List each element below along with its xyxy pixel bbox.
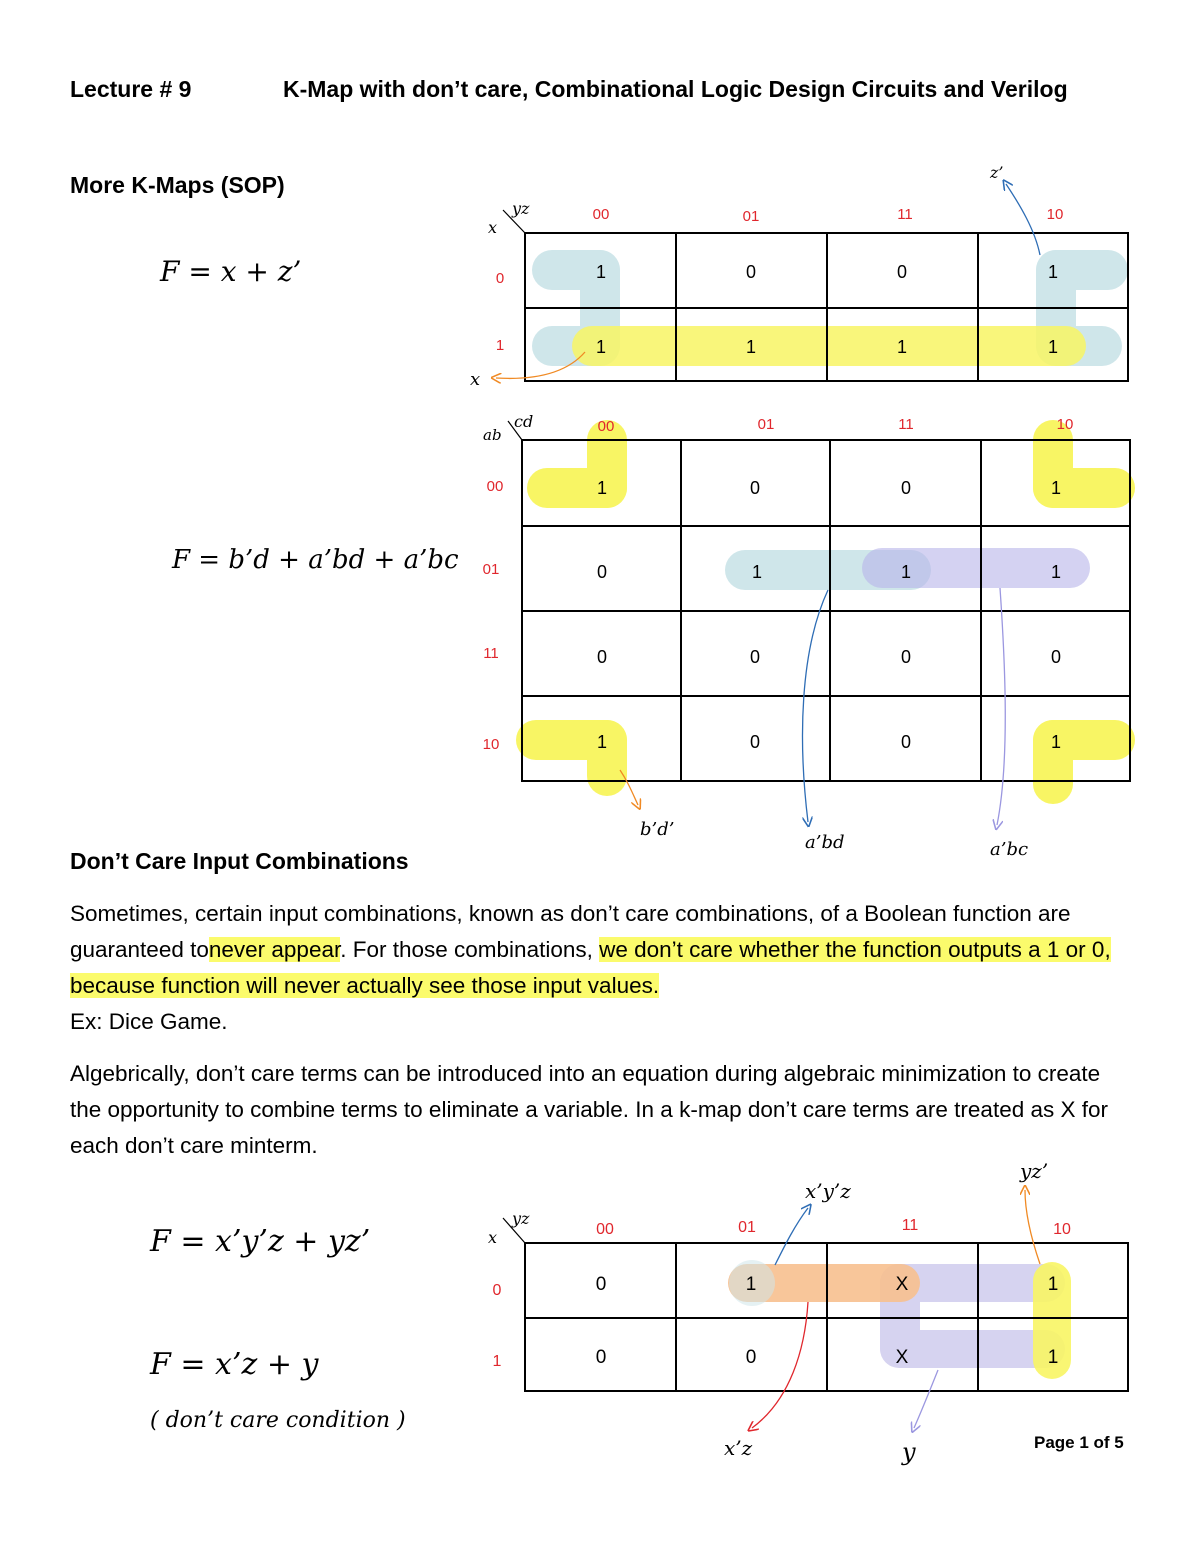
kmap2-cell: 0 <box>749 732 761 752</box>
kmap2-cell: 1 <box>1050 562 1062 582</box>
kmap1-col-header: 11 <box>897 206 913 223</box>
kmap3-row-var: x <box>488 1228 498 1247</box>
kmap2-row-header: 01 <box>482 561 500 578</box>
kmap3-equation1: F = x’y’z + yz’ <box>150 1224 371 1259</box>
kmap2-cell: 1 <box>596 478 608 498</box>
kmap3-cell: 0 <box>595 1347 607 1368</box>
kmap2-cell: 0 <box>900 647 912 667</box>
kmap3-annotation-yz: yz’ <box>1020 1159 1049 1183</box>
kmap2-row-header: 11 <box>483 645 499 662</box>
kmap3-cell: X <box>895 1347 909 1368</box>
kmap3-col-header: 00 <box>596 1221 614 1238</box>
kmap1-col-var: yz <box>512 199 530 218</box>
paragraph-algebraic: Algebrically, don’t care terms can be introduced into an equation during algebraic minimization to create the opportunity to combine terms to eliminate a variable. In a k-map don’t care terms are treated as X for each don’t care minterm. <box>70 1061 1108 1158</box>
kmap3-cell: 0 <box>745 1347 757 1368</box>
kmap3-col-header: 10 <box>1053 1221 1071 1238</box>
kmap3-annotation-y: y <box>902 1438 916 1466</box>
kmap2-equation: F = b’d + a’bd + a’bc <box>172 545 459 575</box>
page-number: Page 1 of 5 <box>1034 1433 1124 1452</box>
kmap3-cell: 1 <box>1047 1274 1059 1295</box>
lecture-number: Lecture # 9 <box>70 76 192 102</box>
kmap1-cell: 1 <box>595 337 607 357</box>
kmap3-equation2: F = x’z + y <box>150 1347 319 1382</box>
para1-text-a: Sometimes, certain input combinations, known as don’t care combinations, of a Boolean function are guaranteed to <box>70 901 1071 962</box>
kmap1-row-header: 0 <box>495 270 505 287</box>
section-heading-dontcare: Don’t Care Input Combinations <box>70 848 409 874</box>
kmap1-cell: 0 <box>896 262 908 282</box>
kmap3-arrow-y <box>914 1370 938 1428</box>
kmap1-cell: 0 <box>745 262 757 282</box>
section-heading-kmaps: More K-Maps (SOP) <box>70 172 285 198</box>
kmap1-col-header: 00 <box>592 206 610 223</box>
kmap3-col-var: yz <box>512 1209 530 1228</box>
kmap3-annotation-xyz: x’y’z <box>805 1179 851 1203</box>
kmap1-row-header: 1 <box>495 337 505 354</box>
kmap2-cell: 1 <box>900 562 912 582</box>
kmap3-annotation-xz: x’z <box>724 1436 753 1460</box>
kmap1-equation: F = x + z’ <box>160 255 302 288</box>
kmap3-col-headers <box>596 1217 1071 1238</box>
kmap1-annotation-zprime: z’ <box>990 163 1004 182</box>
paragraph-dontcare-intro <box>70 896 1135 1040</box>
kmap2-col-header: 10 <box>1056 416 1074 433</box>
kmap3-col-header: 11 <box>901 1217 919 1234</box>
kmap3-cell: X <box>895 1274 909 1295</box>
para1-highlight-never: never appear <box>208 937 341 962</box>
para1-text-b: . For those combinations, <box>340 937 593 962</box>
kmap3-cell: 0 <box>595 1274 607 1295</box>
kmap2-annotation-abd: a’bd <box>805 832 845 853</box>
kmap2-cell: 1 <box>1050 732 1062 752</box>
kmap1-group-x <box>572 326 1086 366</box>
kmap2-row-var: ab <box>483 426 502 444</box>
kmap2-cell: 1 <box>751 562 763 582</box>
kmap2-annotation-abc: a’bc <box>990 839 1029 860</box>
kmap2-group-bd-topright-h <box>1033 468 1135 508</box>
kmap2-arrow-abc <box>997 588 1005 825</box>
kmap1-col-header: 10 <box>1046 206 1064 223</box>
kmap2-cell: 0 <box>1050 647 1062 667</box>
lecture-title: K-Map with don’t care, Combinational Logic Design Circuits and Verilog <box>283 76 1068 102</box>
kmap2-col-header: 01 <box>757 416 775 433</box>
kmap3-arrow-xz <box>752 1302 808 1428</box>
kmap3-row-headers <box>493 1282 502 1370</box>
kmap2-col-var: cd <box>514 412 534 431</box>
para1-example: Ex: Dice Game. <box>70 1009 228 1034</box>
kmap2-arrow-abd <box>803 590 828 822</box>
kmap1-annotation-x: x <box>470 369 481 390</box>
kmap2-cell: 0 <box>596 647 608 667</box>
kmap3-arrow-xyz <box>775 1208 808 1265</box>
kmap2-cell: 1 <box>1050 478 1062 498</box>
kmap1-arrow-zprime <box>1006 184 1040 255</box>
kmap2-annotation-bd: b’d’ <box>640 819 675 840</box>
kmap1-cell: 1 <box>595 262 607 282</box>
kmap2-col-header: 11 <box>898 416 914 433</box>
kmap3-row-header: 0 <box>492 1282 502 1299</box>
kmap2-row-headers <box>483 478 504 753</box>
kmap3-cell: 1 <box>745 1274 757 1295</box>
kmap1-cell: 1 <box>1047 337 1059 357</box>
kmap1-cell: 1 <box>1047 262 1059 282</box>
kmap3-row-header: 1 <box>492 1353 502 1370</box>
kmap2-col-header: 00 <box>597 418 615 435</box>
kmap2-cell: 0 <box>596 562 608 582</box>
kmap2-row-header: 00 <box>486 478 504 495</box>
kmap1-col-headers <box>593 206 1064 225</box>
kmap1-row-var: x <box>488 218 498 237</box>
kmap3-col-header: 01 <box>738 1219 756 1236</box>
kmap1-cell: 1 <box>896 337 908 357</box>
kmap2-cell: 0 <box>900 478 912 498</box>
kmap2-cell: 1 <box>596 732 608 752</box>
kmap1-col-header: 01 <box>742 208 760 225</box>
kmap3-note: ( don’t care condition ) <box>150 1408 406 1433</box>
kmap2-cell: 0 <box>749 647 761 667</box>
kmap2-cell: 0 <box>900 732 912 752</box>
kmap1-cell: 1 <box>745 337 757 357</box>
para1-highlight-dontcare: we don’t care whether the function outputs a 1 or 0, because function will never actually see those input values. <box>70 937 1111 998</box>
kmap3-cell: 1 <box>1047 1347 1059 1368</box>
kmap3-arrow-yz <box>1025 1190 1040 1264</box>
kmap2-cell: 0 <box>749 478 761 498</box>
kmap2-row-header: 10 <box>482 736 500 753</box>
kmap1-row-headers <box>496 270 504 354</box>
kmap2-col-headers <box>598 416 1074 435</box>
